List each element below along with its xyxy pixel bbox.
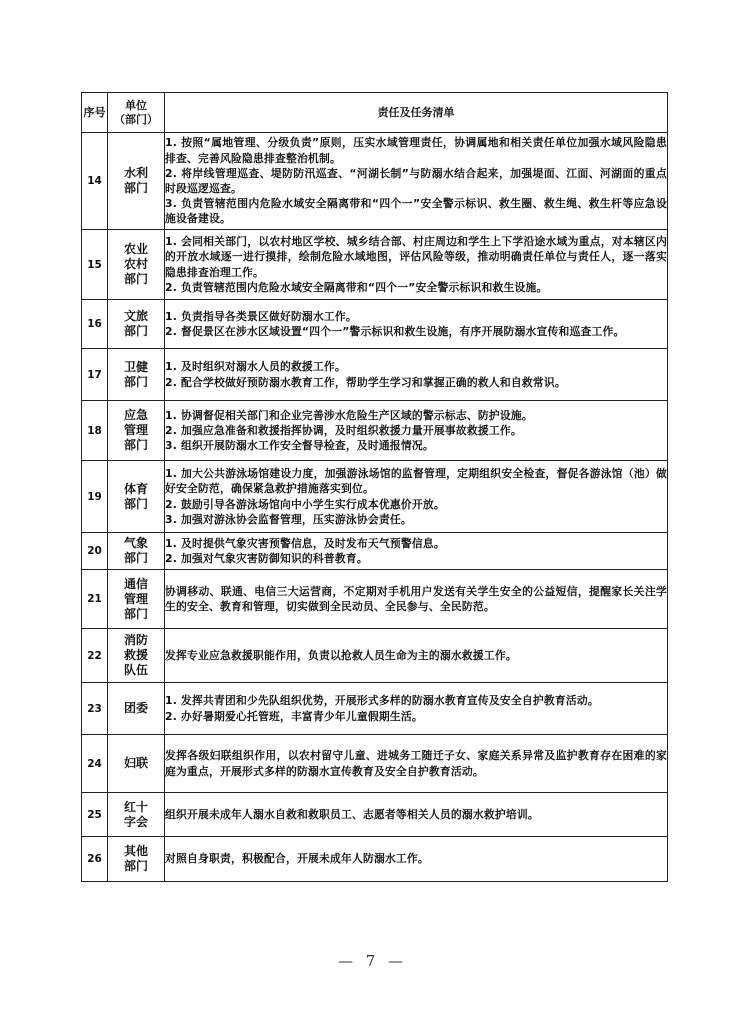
table-row	[82, 735, 668, 793]
row-number: 24	[82, 735, 108, 793]
table-row	[82, 629, 668, 683]
row-number: 15	[82, 230, 108, 300]
row-duties	[165, 401, 668, 461]
duty-item: 组织开展未成年人溺水自救和救职员工、志愿者等相关人员的溺水救护培训。	[165, 807, 539, 821]
unit-line: 卫健	[123, 359, 148, 374]
row-unit	[108, 300, 165, 349]
row-number: 18	[82, 401, 108, 461]
duty-item: 1. 负责指导各类景区做好防溺水工作。	[165, 309, 357, 323]
row-unit	[108, 683, 165, 735]
row-unit	[108, 735, 165, 793]
row-duties	[165, 349, 668, 401]
row-unit	[108, 570, 165, 629]
unit-line: 字会	[123, 814, 148, 829]
row-duties	[165, 570, 668, 629]
duty-item: 2. 办好暑期爱心托管班，丰富青少年儿童假期生活。	[165, 709, 423, 723]
duty-item: 2. 加强对气象灾害防御知识的科普教育。	[165, 552, 368, 565]
unit-line: 通信	[123, 576, 148, 591]
unit-line: 体育	[123, 481, 148, 496]
row-unit	[108, 230, 165, 300]
row-number: 23	[82, 683, 108, 735]
row-number: 26	[82, 837, 108, 882]
unit-line: 妇联	[123, 756, 148, 770]
row-duties	[165, 230, 668, 300]
row-unit	[108, 837, 165, 882]
unit-line: 农村	[123, 257, 148, 271]
table-row	[82, 533, 668, 570]
row-number: 22	[82, 629, 108, 683]
unit-line: 管理	[123, 423, 148, 437]
header-unit: 单位 （部门）	[108, 93, 165, 133]
table-row	[82, 461, 668, 533]
duty-item: 2. 鼓励引导各游泳场馆向中小学生实行成本优惠价开放。	[165, 497, 445, 511]
header-duty: 责任及任务清单	[165, 93, 668, 133]
row-duties	[165, 629, 668, 683]
row-unit	[108, 133, 165, 230]
unit-line: 部门	[123, 374, 148, 389]
table-row	[82, 837, 668, 882]
unit-line: 文旅	[123, 309, 148, 323]
duty-item: 3. 负责管辖范围内危险水域安全隔离带和“四个一”安全警示标识、救生圈、救生绳、救生杆等应急设施设备建设。	[165, 197, 667, 226]
unit-line: 团委	[123, 701, 148, 715]
duty-item: 1. 及时组织对溺水人员的救援工作。	[165, 360, 346, 374]
duty-item: 1. 会同相关部门，以农村地区学校、城乡结合部、村庄周边和学生上下学沿途水域为重点，对本辖区内的开放水域逐一进行摸排，绘制危险水域地图，评估风险等级，推动明确责任单位与责任人，逐一落实隐患排查治理工作。	[165, 235, 667, 279]
unit-line: 救援	[123, 648, 148, 662]
unit-line: 农业	[123, 242, 148, 256]
row-number: 21	[82, 570, 108, 629]
unit-line: 应急	[123, 408, 148, 422]
duty-item: 1. 按照“属地管理、分级负责”原则，压实水域管理责任，协调属地和相关责任单位加强水域风险隐患排查、完善风险隐患排查整治机制。	[165, 136, 667, 165]
row-duties	[165, 837, 668, 882]
row-unit	[108, 793, 165, 837]
unit-line: 部门	[123, 324, 148, 338]
table-row	[82, 300, 668, 349]
unit-line: 部门	[123, 496, 148, 511]
row-unit	[108, 349, 165, 401]
row-duties	[165, 735, 668, 793]
row-unit	[108, 461, 165, 533]
duty-item: 2. 督促景区在涉水区域设置“四个一”警示标识和救生设施，有序开展防溺水宣传和巡查工作。	[165, 325, 625, 338]
row-number: 14	[82, 133, 108, 230]
header-no: 序号	[82, 93, 108, 133]
duty-item: 2. 负责管辖范围内危险水域安全隔离带和“四个一”安全警示标识和救生设施。	[165, 280, 548, 294]
duty-item: 协调移动、联通、电信三大运营商，不定期对手机用户发送有关学生安全的公益短信，提醒家长关注学生的安全、教育和管理，切实做到全民动员、全民参与、全民防范。	[165, 584, 667, 613]
duty-item: 1. 加大公共游泳场馆建设力度，加强游泳场馆的监督管理，定期组织安全检查，督促各游泳馆（池）做好安全防范，确保紧急救护措施落实到位。	[165, 467, 667, 496]
unit-line: 部门	[123, 859, 148, 873]
duty-item: 1. 及时提供气象灾害预警信息，及时发布天气预警信息。	[165, 536, 445, 550]
duty-item: 对照自身职责，积极配合，开展未成年人防溺水工作。	[165, 852, 429, 866]
unit-line: 部门	[123, 272, 148, 286]
duty-item: 2. 加强应急准备和救援指挥协调，及时组织救援力量开展事故救援工作。	[165, 423, 522, 437]
row-duties	[165, 461, 668, 533]
row-number: 20	[82, 533, 108, 570]
unit-line: 水利	[123, 166, 148, 180]
unit-line: 队伍	[123, 663, 148, 677]
table-header-row	[82, 93, 668, 133]
table-row	[82, 793, 668, 837]
unit-line: 部门	[123, 438, 148, 452]
row-duties	[165, 133, 668, 230]
row-duties	[165, 533, 668, 570]
row-number: 17	[82, 349, 108, 401]
row-duties	[165, 793, 668, 837]
table-row	[82, 230, 668, 300]
unit-line: 消防	[123, 633, 148, 647]
unit-line: 部门	[123, 181, 148, 195]
duty-item: 3. 组织开展防溺水工作安全督导检查，及时通报情况。	[165, 439, 434, 453]
unit-line: 部门	[123, 551, 148, 565]
row-unit	[108, 533, 165, 570]
table-row	[82, 133, 668, 230]
table-body	[82, 133, 668, 882]
table-row	[82, 570, 668, 629]
duty-item: 发挥专业应急救援职能作用，负责以抢救人员生命为主的溺水救援工作。	[165, 648, 517, 662]
duty-item: 发挥各级妇联组织作用，以农村留守儿童、进城务工随迁子女、家庭关系异常及监护教育存在困难的家庭为重点，开展形式多样的防溺水宣传教育及安全自护教育活动。	[165, 749, 667, 778]
unit-line: 部门	[123, 606, 148, 621]
duty-item: 2. 将岸线管理巡查、堤防防汛巡查、“河湖长制”与防溺水结合起来，加强堤面、江面、河湖面的重点时段巡逻巡查。	[165, 166, 667, 195]
duty-item: 2. 配合学校做好预防溺水教育工作，帮助学生学习和掌握正确的救人和自救常识。	[165, 375, 566, 389]
unit-line: 其他	[123, 844, 148, 858]
unit-line: 管理	[123, 591, 148, 606]
row-duties	[165, 300, 668, 349]
duty-item: 1. 协调督促相关部门和企业完善涉水危险生产区域的警示标志、防护设施。	[165, 408, 533, 422]
unit-line: 气象	[123, 536, 148, 550]
duty-item: 1. 发挥共青团和少先队组织优势，开展形式多样的防溺水教育宣传及安全自护教育活动。	[165, 694, 599, 708]
row-unit	[108, 629, 165, 683]
duty-item: 3. 加强对游泳协会监督管理，压实游泳协会责任。	[165, 512, 412, 526]
responsibility-table	[81, 92, 668, 882]
table-row	[82, 349, 668, 401]
row-number: 25	[82, 793, 108, 837]
unit-line: 红十	[123, 799, 148, 814]
row-unit	[108, 401, 165, 461]
table-row	[82, 401, 668, 461]
row-duties	[165, 683, 668, 735]
row-number: 16	[82, 300, 108, 349]
row-number: 19	[82, 461, 108, 533]
page-number: — 7 —	[337, 952, 408, 970]
table-row	[82, 683, 668, 735]
